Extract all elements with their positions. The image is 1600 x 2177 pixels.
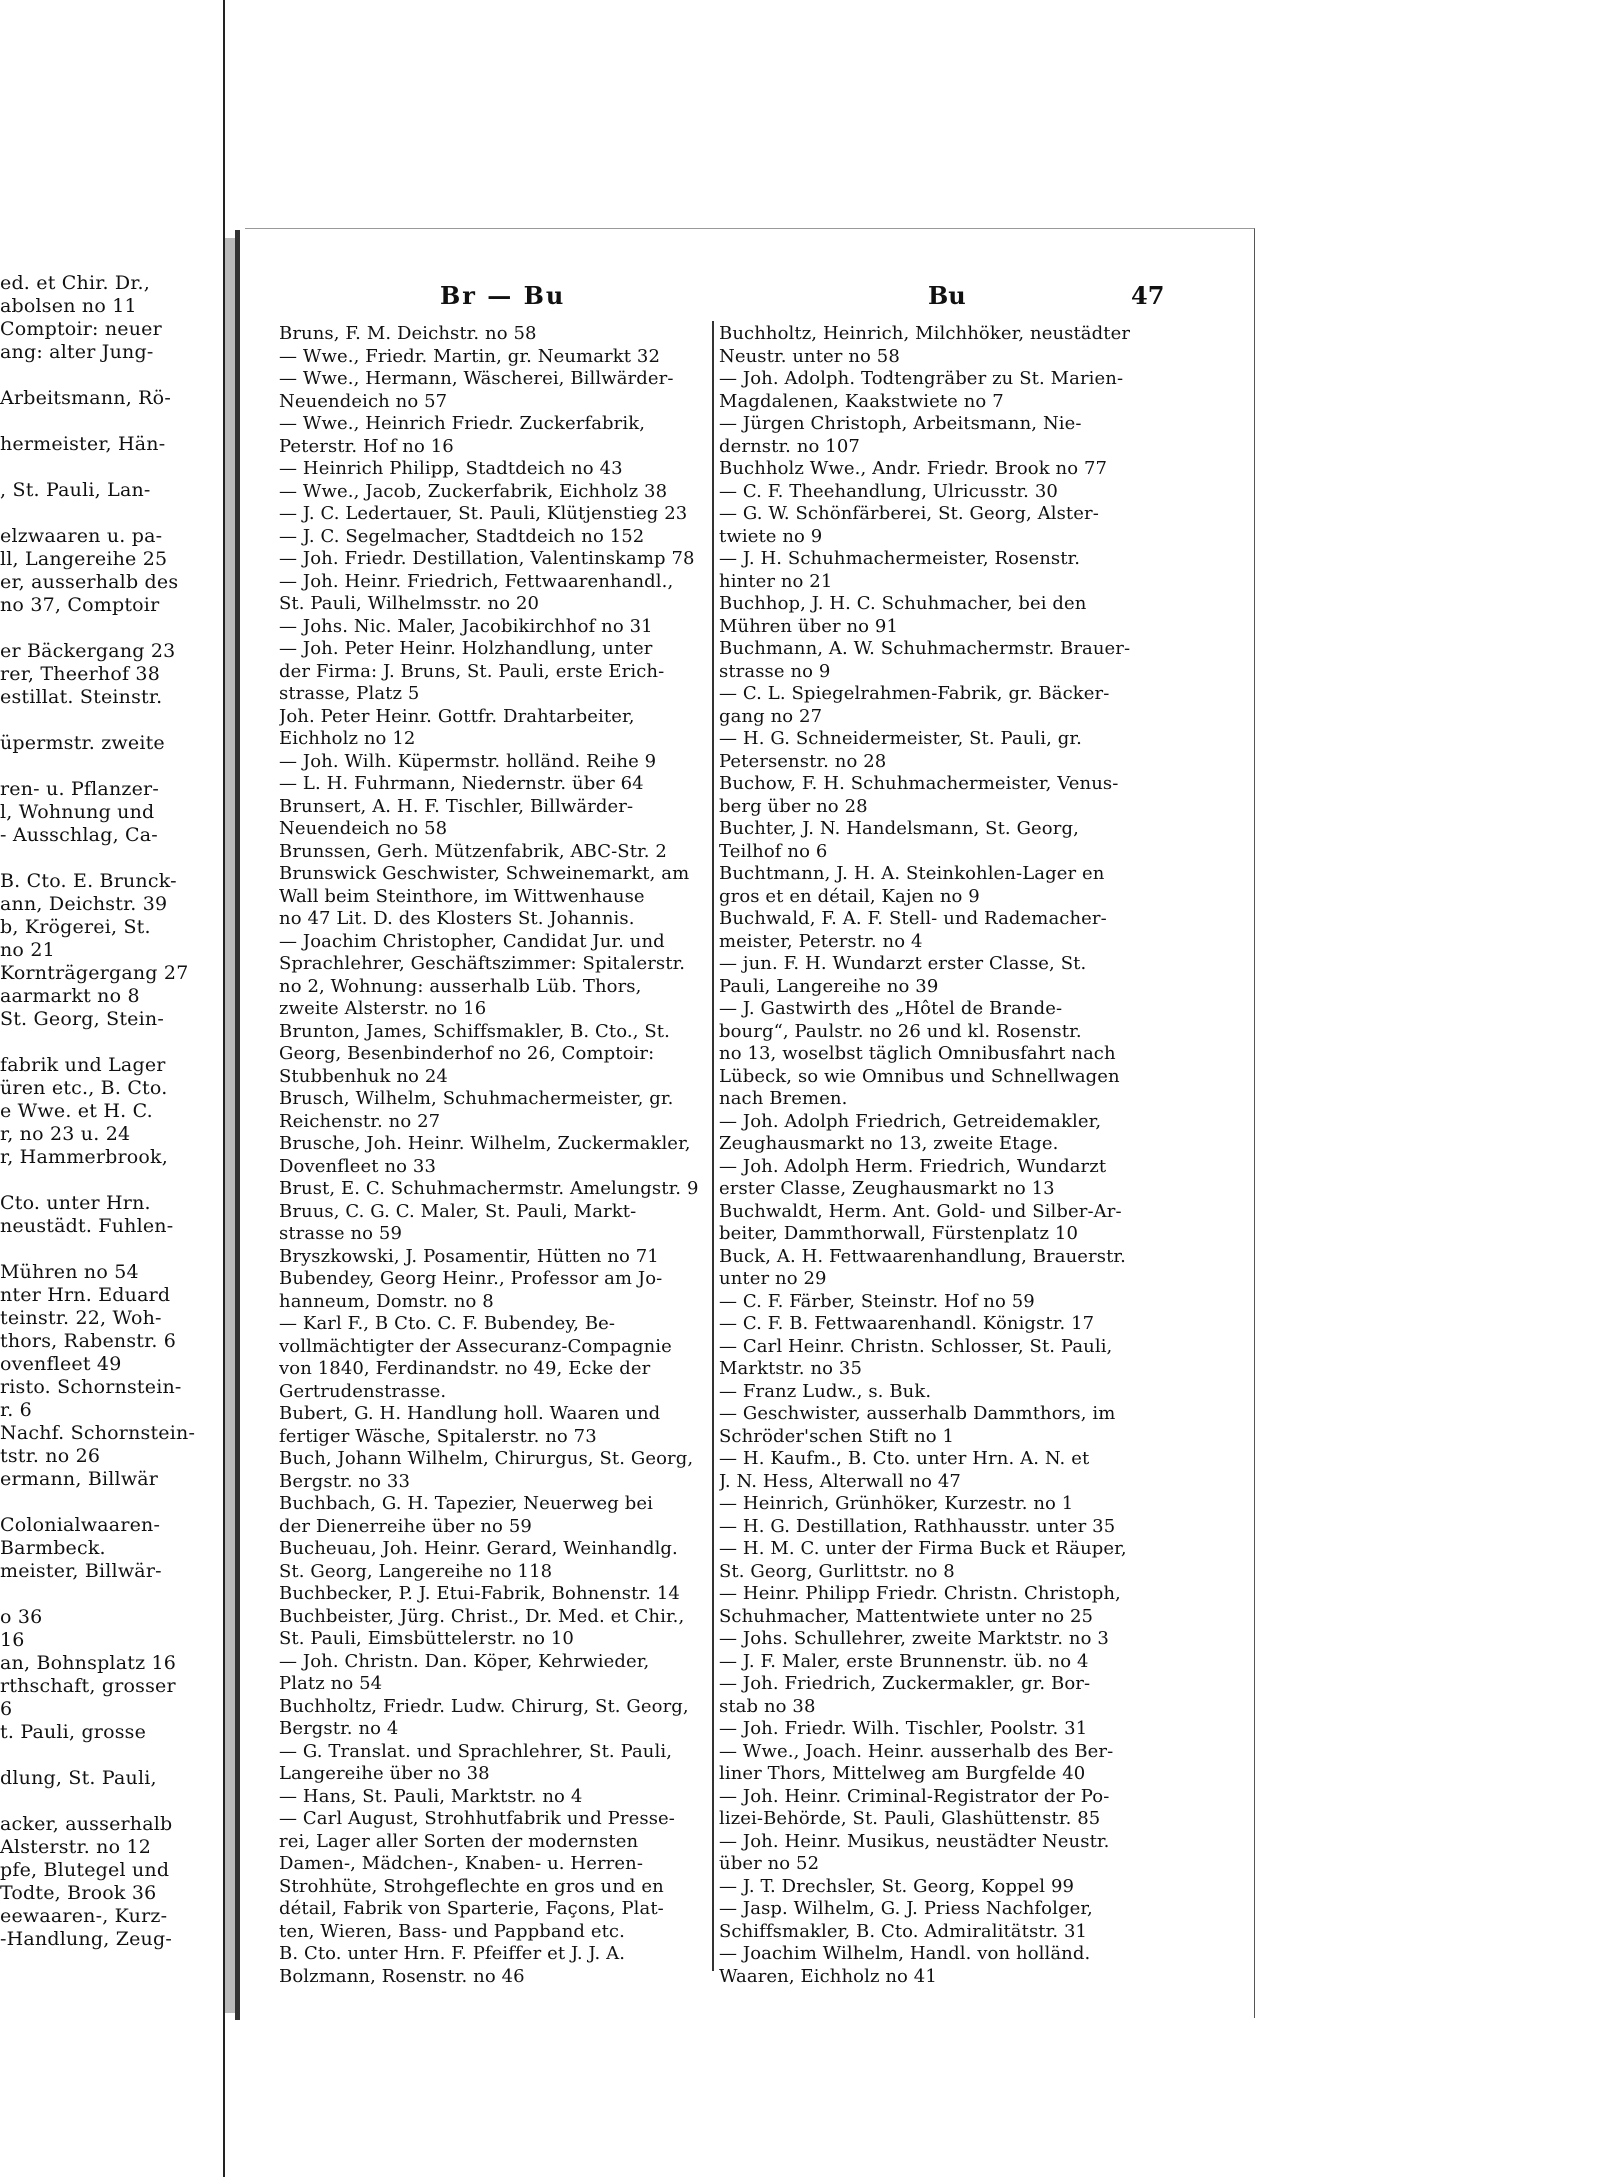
directory-line: — C. L. Spiegelrahmen-Fabrik, gr. Bäcker- (719, 683, 1110, 704)
directory-line: — Wwe., Jacob, Zuckerfabrik, Eichholz 38 (279, 480, 668, 502)
directory-line: Magdalenen, Kaakstwiete no 7 (719, 390, 1004, 412)
directory-line: Neustr. unter no 58 (719, 345, 900, 367)
left-page-line: r, Hammerbrook, (0, 1146, 169, 1168)
directory-line: — Joh. Friedr. Wilh. Tischler, Poolstr. 31 (719, 1718, 1088, 1739)
directory-line: von 1840, Ferdinandstr. no 49, Ecke der (279, 1358, 651, 1379)
directory-line: — jun. F. H. Wundarzt erster Classe, St. (719, 953, 1087, 974)
left-page-line: dlung, St. Pauli, (0, 1767, 157, 1789)
directory-line: — Wwe., Heinrich Friedr. Zuckerfabrik, (279, 413, 646, 434)
directory-line: Langereihe über no 38 (279, 1763, 490, 1784)
left-page-line: ovenfleet 49 (0, 1353, 122, 1375)
directory-line: — Wwe., Hermann, Wäscherei, Billwärder- (279, 368, 674, 389)
directory-line: nach Bremen. (719, 1088, 848, 1109)
directory-line: Buchholtz, Heinrich, Milchhöker, neustädter (719, 323, 1131, 344)
directory-line: — H. G. Schneidermeister, St. Pauli, gr. (719, 728, 1082, 749)
directory-line: — Joh. Heinr. Criminal-Registrator der Po- (719, 1785, 1110, 1807)
left-page-line: meister, Billwär- (0, 1560, 162, 1582)
left-page-line: an, Bohnsplatz 16 (0, 1652, 177, 1674)
directory-line: Damen-, Mädchen-, Knaben- u. Herren- (279, 1853, 643, 1874)
directory-line: Brunton, James, Schiffsmakler, B. Cto., St. (279, 1020, 670, 1042)
directory-line: Schuhmacher, Mattentwiete unter no 25 (719, 1605, 1094, 1627)
directory-line: Teilhof no 6 (719, 840, 828, 862)
directory-line: Buchholtz, Friedr. Ludw. Chirurg, St. Georg, (279, 1695, 689, 1717)
directory-line: — Joachim Wilhelm, Handl. von holländ. (719, 1943, 1091, 1964)
left-page-line: thors, Rabenstr. 6 (0, 1330, 177, 1352)
left-page-line: Barmbeck. (0, 1537, 106, 1559)
directory-line: Bruus, C. G. C. Maler, St. Pauli, Markt- (279, 1200, 637, 1222)
left-page-line: ed. et Chir. Dr., (0, 272, 151, 294)
directory-line: Buchhop, J. H. C. Schuhmacher, bei den (719, 593, 1087, 614)
left-page-line: ll, Langereihe 25 (0, 548, 168, 570)
directory-line: Buchbach, G. H. Tapezier, Neuerweg bei (279, 1493, 653, 1514)
directory-line: Buchter, J. N. Handelsmann, St. Georg, (719, 818, 1079, 839)
directory-line: Zeughausmarkt no 13, zweite Etage. (719, 1133, 1059, 1154)
left-page-line: er, ausserhalb des (0, 571, 179, 593)
left-page-line: o 36 (0, 1606, 43, 1628)
directory-line: — J. C. Segelmacher, Stadtdeich no 152 (279, 525, 645, 547)
left-page-line: rthschaft, grosser (0, 1675, 176, 1697)
directory-line: bourg“, Paulstr. no 26 und kl. Rosenstr. (719, 1020, 1082, 1042)
left-page-line: St. Georg, Stein- (0, 1008, 164, 1030)
left-page-line: 6 (0, 1698, 13, 1720)
directory-line: no 13, woselbst täglich Omnibusfahrt nach (719, 1043, 1116, 1064)
directory-line: twiete no 9 (719, 525, 823, 547)
left-page-line: rer, Theerhof 38 (0, 663, 161, 685)
left-page-line: Mühren no 54 (0, 1261, 139, 1283)
directory-line: — Heinrich Philipp, Stadtdeich no 43 (279, 458, 623, 479)
directory-line: — Joh. Friedr. Destillation, Valentinskamp 78 (279, 548, 695, 569)
directory-line: Petersenstr. no 28 (719, 750, 887, 772)
directory-line: dernstr. no 107 (719, 435, 860, 457)
directory-line: Bucheuau, Joh. Heinr. Gerard, Weinhandlg. (279, 1538, 678, 1559)
header-right-range: Bu (928, 281, 966, 310)
left-page-line: Comptoir: neuer (0, 318, 162, 340)
directory-line: erster Classe, Zeughausmarkt no 13 (719, 1178, 1055, 1199)
left-page-line: acker, ausserhalb (0, 1813, 173, 1835)
directory-line: Buchmann, A. W. Schuhmachermstr. Brauer- (719, 638, 1131, 659)
directory-line: — G. Translat. und Sprachlehrer, St. Pauli, (279, 1740, 673, 1762)
directory-line: — Carl Heinr. Christn. Schlosser, St. Pauli, (719, 1335, 1113, 1357)
left-page-line: ang: alter Jung- (0, 341, 154, 363)
directory-line: — Joh. Adolph Herm. Friedrich, Wundarzt (719, 1155, 1107, 1177)
left-page-line: üren etc., B. Cto. (0, 1077, 168, 1099)
directory-line: Stubbenhuk no 24 (279, 1065, 448, 1087)
directory-line: — Heinr. Philipp Friedr. Christn. Christoph, (719, 1583, 1121, 1604)
directory-line: — Johs. Nic. Maler, Jacobikirchhof no 31 (279, 615, 653, 637)
left-page-line: r. 6 (0, 1399, 32, 1421)
directory-line: — Franz Ludw., s. Buk. (719, 1380, 932, 1402)
directory-line: détail, Fabrik von Sparterie, Façons, Plat- (279, 1898, 664, 1919)
directory-line: über no 52 (719, 1853, 820, 1874)
directory-line: — H. Kaufm., B. Cto. unter Hrn. A. N. et (719, 1448, 1090, 1469)
directory-line: Buchwald, F. A. F. Stell- und Rademacher- (719, 908, 1107, 929)
directory-line: hinter no 21 (719, 570, 833, 592)
directory-line: rei, Lager aller Sorten der modernsten (279, 1830, 639, 1852)
left-page-line: Kornträgergang 27 (0, 962, 189, 984)
directory-line: gang no 27 (719, 705, 823, 727)
directory-line: B. Cto. unter Hrn. F. Pfeiffer et J. J. A. (279, 1943, 626, 1964)
left-page-line: ermann, Billwär (0, 1468, 159, 1490)
directory-line: der Dienerreihe über no 59 (279, 1515, 532, 1537)
directory-line: liner Thors, Mittelweg am Burgfelde 40 (719, 1763, 1086, 1784)
left-page-line: r, no 23 u. 24 (0, 1123, 131, 1145)
directory-line: unter no 29 (719, 1268, 827, 1289)
directory-line: — J. F. Maler, erste Brunnenstr. üb. no 4 (719, 1650, 1089, 1672)
left-page-line: pfe, Blutegel und (0, 1859, 170, 1881)
directory-line: — Joh. Christn. Dan. Köper, Kehrwieder, (279, 1650, 650, 1672)
header-left-range: Br — Bu (440, 281, 566, 310)
directory-line: strasse, Platz 5 (279, 683, 420, 704)
directory-line: vollmächtigter der Assecuranz-Compagnie (279, 1335, 672, 1357)
directory-line: Buchholz Wwe., Andr. Friedr. Brook no 77 (719, 458, 1108, 479)
directory-line: J. N. Hess, Alterwall no 47 (719, 1470, 961, 1492)
directory-line: Buchtmann, J. H. A. Steinkohlen-Lager en (719, 863, 1105, 884)
directory-line: St. Georg, Gurlittstr. no 8 (719, 1560, 955, 1582)
left-page-line: aarmarkt no 8 (0, 985, 140, 1007)
left-page-line: B. Cto. E. Brunck- (0, 870, 177, 892)
directory-line: beiter, Dammthorwall, Fürstenplatz 10 (719, 1223, 1079, 1244)
directory-line: Bergstr. no 33 (279, 1470, 411, 1492)
directory-line: Neuendeich no 58 (279, 818, 448, 839)
directory-line: Bruns, F. M. Deichstr. no 58 (279, 323, 537, 344)
directory-line: Bubendey, Georg Heinr., Professor am Jo- (279, 1268, 663, 1289)
directory-line: — J. Gastwirth des „Hôtel de Brande- (719, 998, 1063, 1019)
directory-line: Brunswick Geschwister, Schweinemarkt, am (279, 863, 690, 884)
directory-line: — H. G. Destillation, Rathhausstr. unter 35 (719, 1515, 1116, 1537)
left-page-line: estillat. Steinstr. (0, 686, 163, 708)
directory-line: — Joh. Adolph Friedrich, Getreidemakler, (719, 1110, 1102, 1132)
left-page-line: Colonialwaaren- (0, 1514, 161, 1536)
directory-line: Reichenstr. no 27 (279, 1110, 441, 1132)
directory-line: Sprachlehrer, Geschäftszimmer: Spitalerstr. (279, 953, 686, 974)
right-page (245, 228, 1255, 2018)
left-page-line: 16 (0, 1629, 25, 1651)
directory-line: Schröder'schen Stift no 1 (719, 1425, 955, 1447)
directory-line: — Carl August, Strohhutfabrik und Presse- (279, 1808, 675, 1829)
directory-line: Mühren über no 91 (719, 615, 899, 637)
directory-line: Brunssen, Gerh. Mützenfabrik, ABC-Str. 2 (279, 840, 667, 862)
directory-line: Waaren, Eichholz no 41 (719, 1965, 937, 1987)
left-page-line: ann, Deichstr. 39 (0, 893, 168, 915)
directory-line: Peterstr. Hof no 16 (279, 435, 454, 457)
directory-line: Wall beim Steinthore, im Wittwenhause (279, 885, 645, 907)
directory-line: — J. T. Drechsler, St. Georg, Koppel 99 (719, 1875, 1075, 1897)
directory-line: Buchbecker, P. J. Etui-Fabrik, Bohnenstr. 14 (279, 1583, 680, 1604)
directory-line: — J. C. Ledertauer, St. Pauli, Klütjenstieg 23 (279, 503, 688, 524)
directory-column-left (279, 323, 715, 1988)
left-page-line: abolsen no 11 (0, 295, 137, 317)
directory-line: — Jürgen Christoph, Arbeitsmann, Nie- (719, 413, 1082, 434)
directory-line: — Joh. Heinr. Friedrich, Fettwaarenhandl., (279, 570, 674, 592)
directory-line: Brust, E. C. Schuhmachermstr. Amelungstr. 9 (279, 1178, 699, 1199)
directory-line: — Wwe., Joach. Heinr. ausserhalb des Ber- (719, 1740, 1114, 1762)
left-page-line: ren- u. Pflanzer- (0, 778, 159, 800)
directory-line: — Wwe., Friedr. Martin, gr. Neumarkt 32 (279, 345, 660, 367)
left-page-line: risto. Schornstein- (0, 1376, 182, 1398)
directory-line: Buchbeister, Jürg. Christ., Dr. Med. et Chir., (279, 1605, 685, 1627)
gutter-shadow (225, 238, 235, 2013)
running-header (245, 229, 1255, 310)
directory-line: — G. W. Schönfärberei, St. Georg, Alster- (719, 503, 1099, 524)
left-page-line: Arbeitsmann, Rö- (0, 387, 171, 409)
directory-line: St. Georg, Langereihe no 118 (279, 1560, 553, 1582)
directory-line: Joh. Peter Heinr. Gottfr. Drahtarbeiter, (279, 705, 635, 727)
directory-line: Brusch, Wilhelm, Schuhmachermeister, gr. (279, 1088, 674, 1109)
directory-line: fertiger Wäsche, Spitalerstr. no 73 (279, 1425, 597, 1447)
directory-line: — L. H. Fuhrmann, Niedernstr. über 64 (279, 773, 644, 794)
left-page-line: no 37, Comptoir (0, 594, 160, 616)
directory-line: Strohhüte, Strohgeflechte en gros und en (279, 1875, 664, 1897)
directory-line: St. Pauli, Wilhelmsstr. no 20 (279, 593, 540, 614)
left-page-line: - Ausschlag, Ca- (0, 824, 158, 846)
directory-line: Buchwaldt, Herm. Ant. Gold- und Silber-Ar- (719, 1200, 1122, 1222)
page-number: 47 (1131, 281, 1165, 310)
directory-line: St. Pauli, Eimsbüttelerstr. no 10 (279, 1628, 574, 1649)
left-page-line: t. Pauli, grosse (0, 1721, 147, 1743)
left-page-line: er Bäckergang 23 (0, 640, 176, 662)
directory-line: der Firma: J. Bruns, St. Pauli, erste Erich- (279, 660, 665, 682)
directory-line: Bergstr. no 4 (279, 1718, 399, 1739)
left-page-line: fabrik und Lager (0, 1054, 166, 1076)
directory-line: — Jasp. Wilhelm, G. J. Priess Nachfolger, (719, 1898, 1093, 1919)
column-divider (712, 321, 714, 1971)
directory-line: Bryszkowski, J. Posamentir, Hütten no 71 (279, 1245, 659, 1267)
directory-line: — Joachim Christopher, Candidat Jur. und (279, 930, 665, 952)
left-page-line: tstr. no 26 (0, 1445, 101, 1467)
directory-line: — Joh. Heinr. Musikus, neustädter Neustr. (719, 1830, 1110, 1852)
directory-line: strasse no 9 (719, 660, 831, 682)
left-page-line: Todte, Brook 36 (0, 1882, 157, 1904)
directory-line: hanneum, Domstr. no 8 (279, 1290, 494, 1312)
directory-column-right (719, 323, 1161, 1988)
left-page-line: hermeister, Hän- (0, 433, 166, 455)
directory-line: — Joh. Wilh. Küpermstr. holländ. Reihe 9 (279, 750, 657, 772)
directory-line: Neuendeich no 57 (279, 390, 448, 412)
directory-line: Eichholz no 12 (279, 728, 416, 749)
directory-line: Bubert, G. H. Handlung holl. Waaren und (279, 1403, 661, 1424)
directory-line: — Geschwister, ausserhalb Dammthors, im (719, 1403, 1116, 1424)
directory-line: — Karl F., B Cto. C. F. Bubendey, Be- (279, 1313, 616, 1334)
directory-line: Buck, A. H. Fettwaarenhandlung, Brauerstr. (719, 1245, 1126, 1267)
directory-line: Buch, Johann Wilhelm, Chirurgus, St. Georg, (279, 1448, 694, 1469)
directory-line: Pauli, Langereihe no 39 (719, 975, 939, 997)
directory-line: Brusche, Joh. Heinr. Wilhelm, Zuckermakler, (279, 1133, 691, 1154)
directory-line: — Johs. Schullehrer, zweite Marktstr. no 3 (719, 1628, 1109, 1649)
left-page-line: neustädt. Fuhlen- (0, 1215, 174, 1237)
left-page-line: nter Hrn. Eduard (0, 1284, 171, 1306)
directory-line: — Joh. Adolph. Todtengräber zu St. Marien- (719, 368, 1124, 389)
directory-line: Platz no 54 (279, 1673, 383, 1694)
left-page-line: üpermstr. zweite (0, 732, 165, 754)
left-page-line: Alsterstr. no 12 (0, 1836, 152, 1858)
left-page-line: Cto. unter Hrn. (0, 1192, 151, 1214)
directory-line: Lübeck, so wie Omnibus und Schnellwagen (719, 1065, 1120, 1087)
directory-line: — C. F. Theehandlung, Ulricusstr. 30 (719, 480, 1058, 502)
left-page-line: -Handlung, Zeug- (0, 1928, 172, 1950)
directory-line: no 47 Lit. D. des Klosters St. Johannis. (279, 908, 635, 929)
left-page-line: elzwaaren u. pa- (0, 525, 163, 547)
directory-line: Georg, Besenbinderhof no 26, Comptoir: (279, 1043, 655, 1064)
page-edge (235, 230, 240, 2020)
directory-line: — Hans, St. Pauli, Marktstr. no 4 (279, 1785, 583, 1807)
directory-line: — C. F. B. Fettwaarenhandl. Königstr. 17 (719, 1313, 1095, 1334)
left-page-line: , St. Pauli, Lan- (0, 479, 151, 501)
directory-line: no 2, Wohnung: ausserhalb Lüb. Thors, (279, 975, 642, 997)
left-page-line: teinstr. 22, Woh- (0, 1307, 162, 1329)
directory-line: — Joh. Peter Heinr. Holzhandlung, unter (279, 638, 653, 659)
directory-line: Buchow, F. H. Schuhmachermeister, Venus- (719, 773, 1119, 794)
directory-line: strasse no 59 (279, 1223, 403, 1244)
directory-line: ten, Wieren, Bass- und Pappband etc. (279, 1920, 625, 1942)
directory-line: meister, Peterstr. no 4 (719, 930, 923, 952)
directory-line: zweite Alsterstr. no 16 (279, 998, 487, 1019)
directory-line: Marktstr. no 35 (719, 1358, 863, 1379)
left-page-line: no 21 (0, 939, 55, 961)
directory-line: Bolzmann, Rosenstr. no 46 (279, 1965, 525, 1987)
left-page-fragment (0, 0, 225, 2177)
left-page-line: e Wwe. et H. C. (0, 1100, 153, 1122)
directory-line: — J. H. Schuhmachermeister, Rosenstr. (719, 548, 1081, 569)
directory-line: lizei-Behörde, St. Pauli, Glashüttenstr. 85 (719, 1808, 1101, 1829)
directory-line: Gertrudenstrasse. (279, 1380, 447, 1402)
left-page-line: Nachf. Schornstein- (0, 1422, 196, 1444)
directory-line: stab no 38 (719, 1695, 816, 1717)
directory-line: berg über no 28 (719, 795, 868, 817)
left-page-line: eewaaren-, Kurz- (0, 1905, 168, 1927)
left-page-line: l, Wohnung und (0, 801, 155, 823)
directory-line: Schiffsmakler, B. Cto. Admiralitätstr. 31 (719, 1920, 1088, 1942)
directory-line: — H. M. C. unter der Firma Buck et Räuper, (719, 1538, 1127, 1559)
directory-line: Dovenfleet no 33 (279, 1155, 437, 1177)
directory-line: — Heinrich, Grünhöker, Kurzestr. no 1 (719, 1493, 1074, 1514)
directory-line: — C. F. Färber, Steinstr. Hof no 59 (719, 1290, 1035, 1312)
directory-line: Brunsert, A. H. F. Tischler, Billwärder- (279, 795, 634, 817)
directory-line: gros et en détail, Kajen no 9 (719, 885, 980, 907)
directory-line: — Joh. Friedrich, Zuckermakler, gr. Bor- (719, 1673, 1091, 1694)
left-page-line: b, Krögerei, St. (0, 916, 151, 938)
